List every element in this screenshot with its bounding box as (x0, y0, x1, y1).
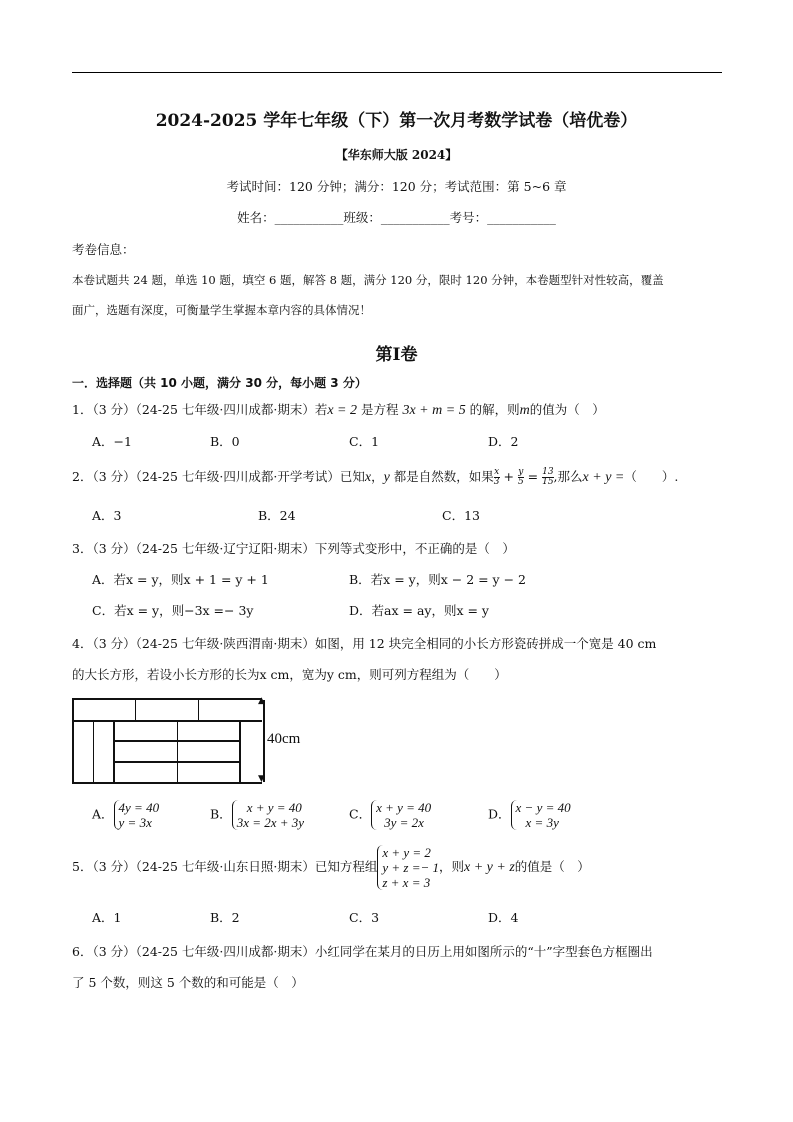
q4-option-b[interactable]: B． x + y = 40 3x = 2x + 3y (210, 800, 305, 830)
q1-text: 的解，则 (465, 402, 520, 417)
q1-option-a[interactable]: A．−1 (92, 434, 132, 449)
student-fields (0, 208, 793, 226)
arrow-up-icon: ▲ (258, 696, 265, 706)
section-heading: 一．选择题（共 10 小题，满分 30 分，每小题 3 分） (72, 376, 367, 390)
edition-label: 【华东师大版 2024】 (335, 148, 458, 162)
q2-math: x + y = (582, 470, 625, 485)
q2-text: 都是自然数，如果 (389, 469, 494, 484)
id-blank[interactable]: ___________ (487, 210, 556, 225)
q1-option-c[interactable]: C．1 (349, 434, 380, 449)
volume-title: 第Ⅰ卷 (375, 345, 418, 365)
equation-system: x + y = 2 y + z =− 1 z + x = 3 (377, 845, 439, 890)
q2-text: ， (371, 469, 384, 484)
name-blank[interactable]: ___________ (274, 210, 344, 225)
info-line-1: 本卷试题共 24 题，单选 10 题，填空 6 题，解答 8 题，满分 120 分，限时 120 分钟，本卷题型针对性较高，覆盖 (72, 273, 664, 287)
q1-math: 3x + m = 5 (402, 403, 466, 418)
q2-text: ,那么 (553, 469, 583, 484)
q3-option-d[interactable]: D．若ax = ay，则x = y (349, 603, 489, 618)
q1-math: m (519, 403, 530, 418)
fraction: $\frac{x}{3}$ (493, 467, 500, 487)
q3-option-b[interactable]: B．若x = y，则x − 2 = y − 2 (349, 572, 526, 587)
q5-option-d[interactable]: D．4 (488, 910, 519, 925)
exam-title: 2024-2025 学年七年级（下）第一次月考数学试卷（培优卷） (155, 111, 638, 131)
figure-label: 40cm (267, 731, 301, 747)
arrow-down-icon: ▼ (258, 774, 265, 784)
q2-option-a[interactable]: A．3 (92, 508, 122, 523)
q1-text: 1．（3 分）（24-25 七年级·四川成都·期末）若 (72, 402, 328, 417)
q2-text: 2．（3 分）（24-25 七年级·四川成都·开学考试）已知 (72, 469, 365, 484)
q3-option-c[interactable]: C．若x = y，则−3x =− 3y (92, 603, 254, 618)
q1-option-b[interactable]: B．0 (210, 434, 240, 449)
info-line-2: 面广，选题有深度，可衡量学生掌握本章内容的具体情况！ (72, 303, 371, 317)
class-blank[interactable]: ___________ (380, 210, 450, 225)
q4-option-a[interactable]: A． 4y = 40 y = 3x (92, 800, 160, 830)
question-6-line-1: 6．（3 分）（24-25 七年级·四川成都·期末）小红同学在某月的日历上用如图所示的“十”字型套色方框圈出 (72, 944, 653, 959)
q5-option-c[interactable]: C．3 (349, 910, 380, 925)
name-label: 姓名： (237, 210, 275, 225)
question-6-line-2: 了 5 个数，则这 5 个数的和可能是（ ） (72, 975, 304, 990)
header-rule (72, 72, 722, 73)
fraction: $\frac{y}{5}$ (517, 467, 524, 487)
q5-math: x + y + z (464, 860, 515, 875)
question-3: 3．（3 分）（24-25 七年级·辽宁辽阳·期末）下列等式变形中，不正确的是（ ） (72, 541, 515, 556)
q4-option-d[interactable]: D． x − y = 40 x = 3y (488, 800, 571, 830)
id-label: 考号： (449, 210, 488, 225)
question-4-line-1: 4．（3 分）（24-25 七年级·陕西渭南·期末）如图，用 12 块完全相同的小长方形瓷砖拼成一个宽是 40 cm (72, 636, 657, 651)
q5-text: ，则 (439, 859, 465, 874)
question-5 (72, 845, 590, 890)
q5-option-b[interactable]: B．2 (210, 910, 240, 925)
q5-option-a[interactable]: A．1 (92, 910, 122, 925)
question-2: 2．（3 分）（24-25 七年级·四川成都·开学考试）已知x，y 都是自然数，如果 $\frac{x}{3}$ + $\frac{y}{5}$ = $\frac{13}{15}$ ,那么x + y =（ ）. (72, 467, 679, 487)
q2-text: （ ）. (624, 469, 679, 484)
q4-option-c[interactable]: C． x + y = 40 3y = 2x (349, 800, 432, 830)
q1-math: x = 2 (327, 403, 358, 418)
q5-text: 5．（3 分）（24-25 七年级·山东日照·期末）已知方程组 (72, 859, 378, 874)
question-1 (72, 400, 605, 419)
question-4-line-2: 的大长方形，若设小长方形的长为x cm，宽为y cm，则可列方程组为（ ） (72, 667, 507, 682)
fraction: $\frac{13}{15}$ (542, 467, 554, 487)
exam-info: 考试时间：120 分钟；满分：120 分；考试范围：第 5~6 章 (226, 179, 567, 194)
q1-option-d[interactable]: D．2 (488, 434, 519, 449)
q2-math: x (364, 470, 372, 485)
class-label: 班级： (343, 210, 381, 225)
info-label: 考卷信息： (72, 242, 135, 257)
q3-option-a[interactable]: A．若x = y，则x + 1 = y + 1 (92, 572, 269, 587)
q1-text: 是方程 (357, 402, 403, 417)
q5-text: 的值是（ ） (514, 859, 590, 874)
q2-math: y (383, 470, 390, 485)
q2-option-b[interactable]: B．24 (258, 508, 296, 523)
q1-text: 的值为（ ） (529, 402, 605, 417)
q2-option-c[interactable]: C．13 (442, 508, 480, 523)
